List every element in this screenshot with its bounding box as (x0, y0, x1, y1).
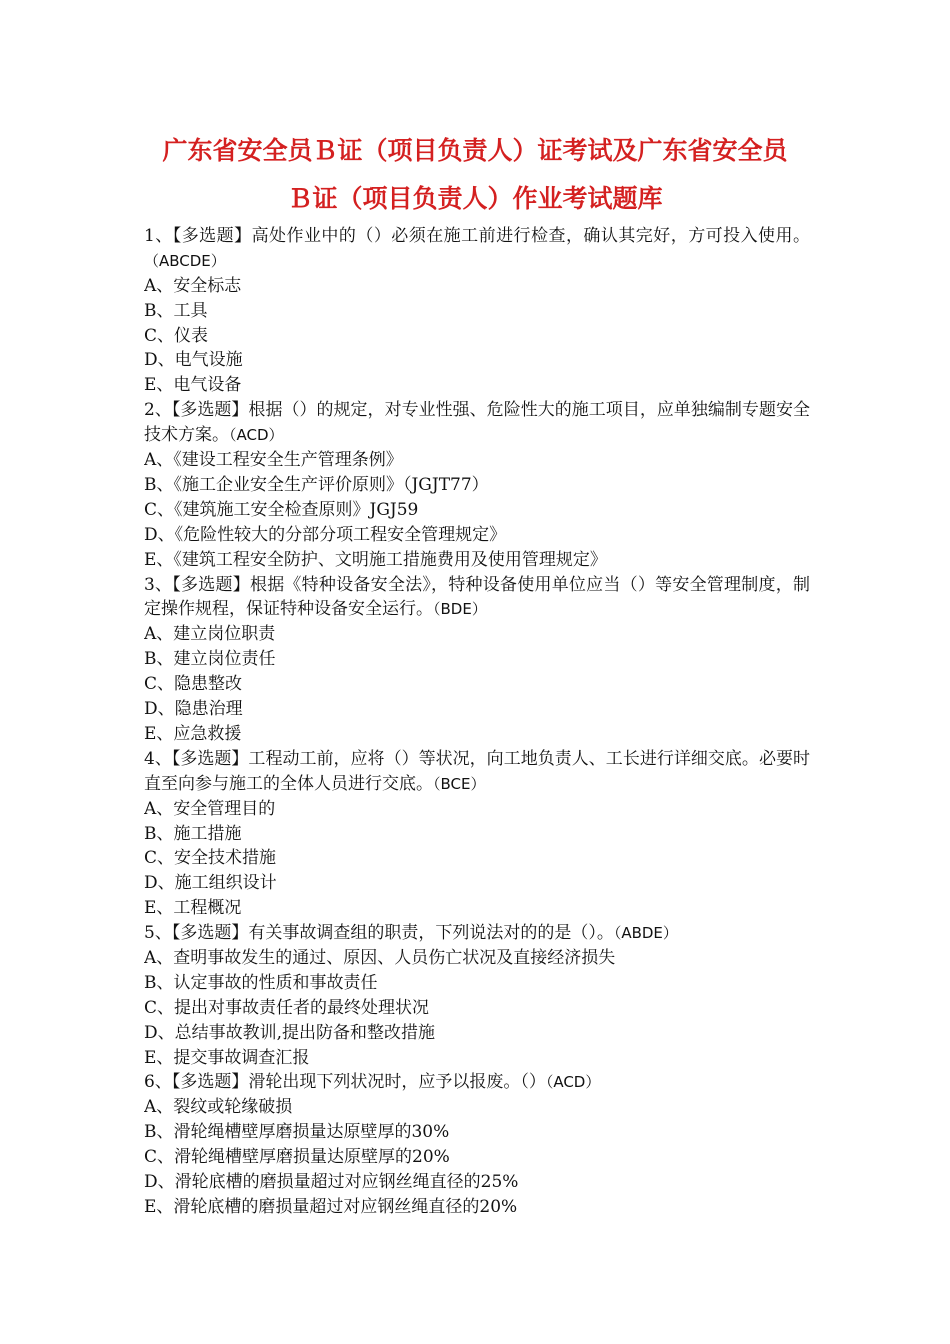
question-stem (144, 921, 810, 946)
question-list (144, 224, 810, 1220)
document-title-line-2: Ｂ证（项目负责人）作业考试题库 (287, 184, 663, 213)
option-item: A、《建设工程安全生产管理条例》 (144, 450, 403, 471)
option-item: E、应急救援 (144, 723, 242, 744)
option-item: D、总结事故教训,提出防备和整改措施 (144, 1022, 436, 1043)
option-item: C、安全技术措施 (144, 848, 277, 869)
question-block (144, 1070, 810, 1219)
option-item: B、施工措施 (144, 823, 242, 844)
option-item: E、《建筑工程安全防护、文明施工措施费用及使用管理规定》 (144, 549, 607, 570)
question-text: 2、【多选题】根据（）的规定，对专业性强、危险性大的施工项目，应单独编制专题安全技术方案。 (144, 400, 810, 446)
question-answer: （ACD） (229, 426, 284, 445)
option-item: B、滑轮绳槽壁厚磨损量达原壁厚的30% (144, 1122, 450, 1143)
question-text: 5、【多选题】有关事故调查组的职责，下列说法对的的是（）。 (144, 923, 614, 944)
question-stem (144, 224, 810, 274)
question-answer: （ABDE） (613, 924, 678, 943)
option-item: B、工具 (144, 300, 208, 321)
question-stem (144, 747, 810, 797)
document-title-line-1: 广东省安全员Ｂ证（项目负责人）证考试及广东省安全员 (162, 136, 788, 165)
question-answer: （ACD） (545, 1073, 601, 1092)
question-text: 4、【多选题】工程动工前，应将（）等状况，向工地负责人、工长进行详细交底。必要时直至向参与施工的全体人员进行交底。 (144, 748, 810, 794)
question-answer: （BDE） (433, 600, 487, 619)
option-item: A、查明事故发生的通过、原因、人员伤亡状况及直接经济损失 (144, 947, 616, 968)
option-item: E、电气设备 (144, 375, 242, 396)
question-block (144, 573, 810, 747)
option-item: D、《危险性较大的分部分项工程安全管理规定》 (144, 524, 507, 545)
question-stem (144, 398, 810, 448)
option-item: C、隐患整改 (144, 674, 243, 695)
option-item: E、提交事故调查汇报 (144, 1047, 310, 1068)
option-item: A、建立岗位职责 (144, 624, 276, 645)
option-item: A、裂纹或轮缘破损 (144, 1097, 293, 1118)
option-item: C、滑轮绳槽壁厚磨损量达原壁厚的20% (144, 1147, 450, 1168)
option-item: B、建立岗位责任 (144, 649, 276, 670)
question-stem (144, 1070, 810, 1095)
question-text: 3、【多选题】根据《特种设备安全法》，特种设备使用单位应当（）等安全管理制度，制定操作规程，保证特种设备安全运行。 (144, 574, 810, 620)
option-item: C、《建筑施工安全检查原则》JGJ59 (144, 499, 419, 520)
option-item: D、施工组织设计 (144, 873, 277, 894)
option-item: D、隐患治理 (144, 699, 243, 720)
question-block (144, 398, 810, 572)
option-item: C、提出对事故责任者的最终处理状况 (144, 997, 430, 1018)
option-item: E、滑轮底槽的磨损量超过对应钢丝绳直径的20% (144, 1196, 518, 1217)
question-block (144, 921, 810, 1070)
question-answer: （ABCDE） (144, 251, 226, 270)
option-item: A、安全标志 (144, 275, 242, 296)
question-text: 6、【多选题】滑轮出现下列状况时，应予以报废。（） (144, 1072, 546, 1093)
option-item: B、《施工企业安全生产评价原则》（JGJT77） (144, 474, 489, 495)
option-item: B、认定事故的性质和事故责任 (144, 972, 378, 993)
question-block (144, 224, 810, 398)
option-item: D、滑轮底槽的磨损量超过对应钢丝绳直径的25% (144, 1172, 519, 1192)
question-stem (144, 573, 810, 623)
option-item: E、工程概况 (144, 898, 242, 919)
question-answer: （BCE） (433, 774, 486, 793)
option-item: C、仪表 (144, 325, 209, 346)
question-text: 1、【多选题】高处作业中的（）必须在施工前进行检查，确认其完好，方可投入使用。 (144, 226, 810, 246)
option-item: A、安全管理目的 (144, 798, 276, 819)
question-block (144, 747, 810, 921)
option-item: D、电气设施 (144, 350, 243, 371)
